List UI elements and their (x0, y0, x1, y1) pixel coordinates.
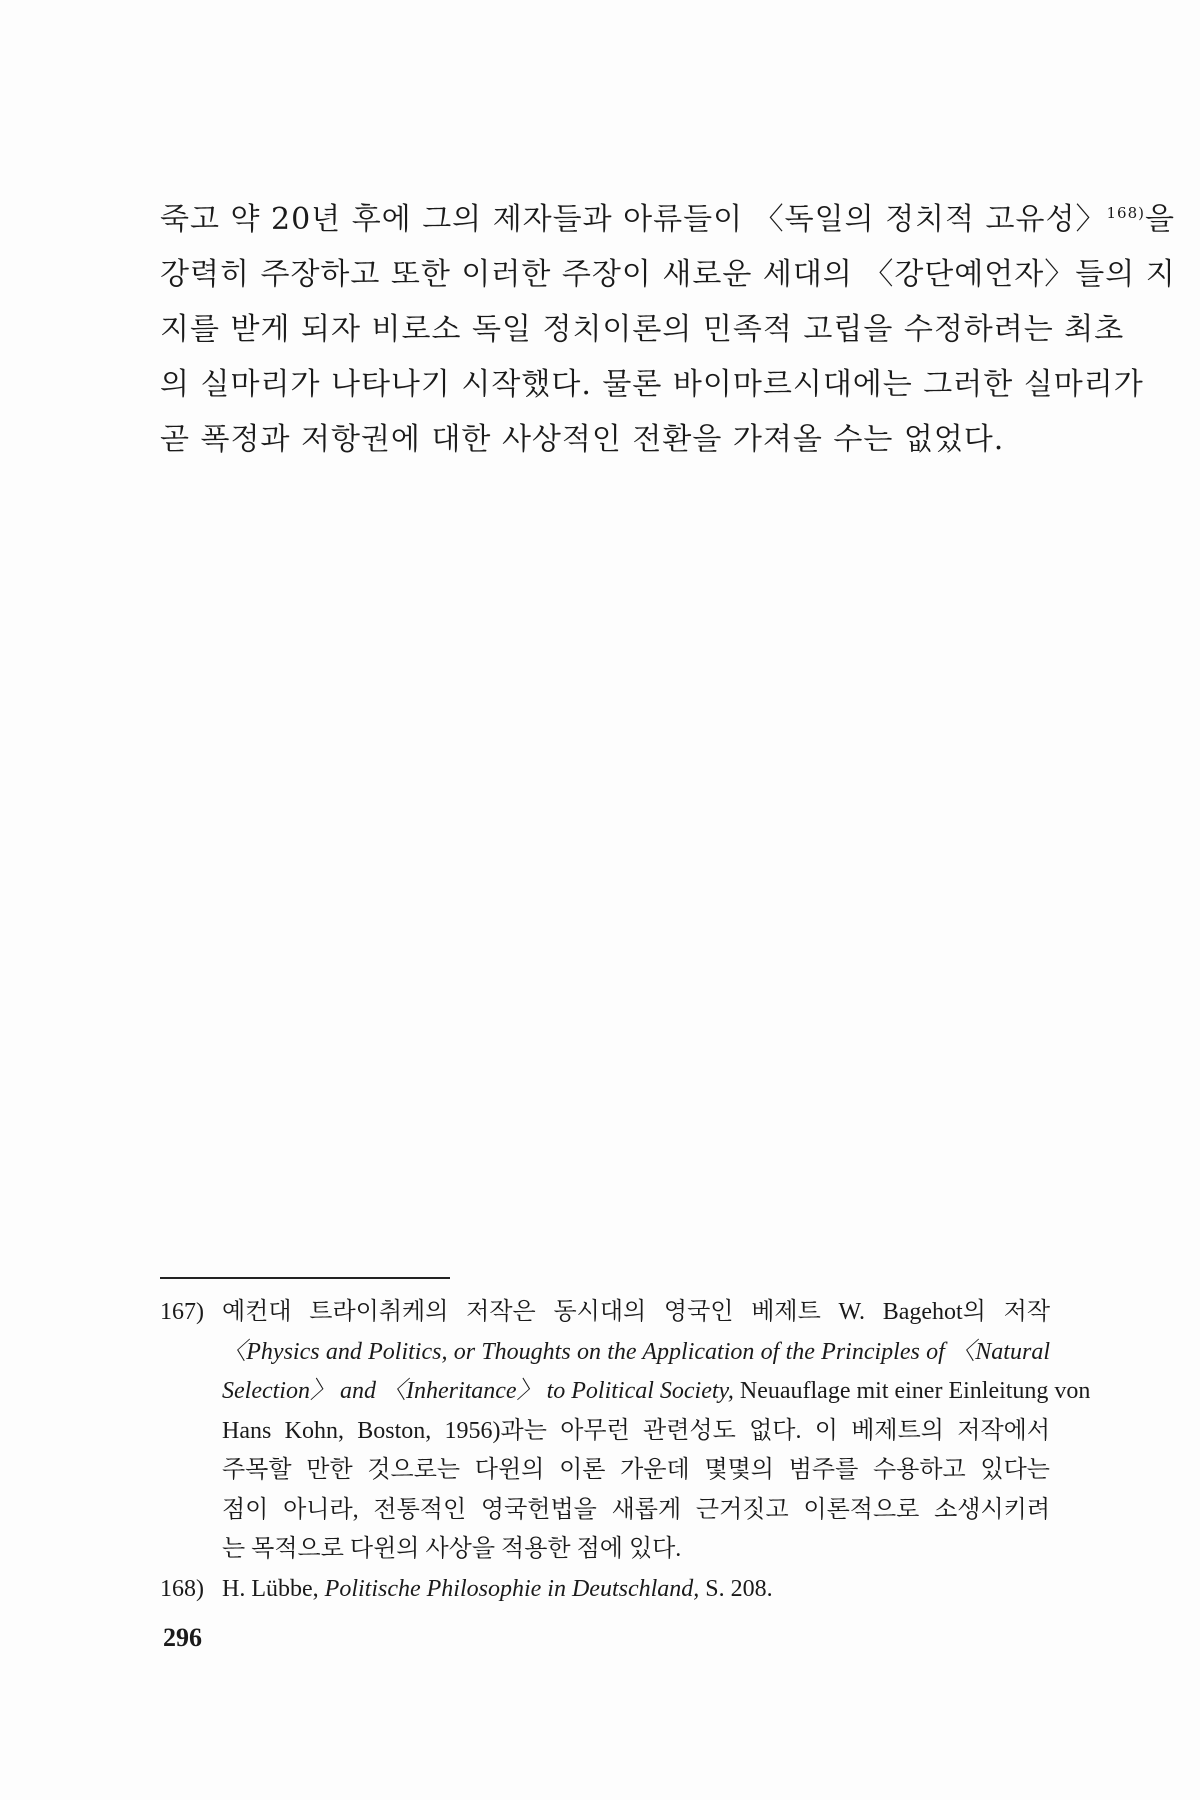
paragraph-line: 지를 받게 되자 비로소 독일 정치이론의 민족적 고립을 수정하려는 최초 (160, 312, 1125, 347)
line-text-tail: 을 (1144, 202, 1175, 237)
footnote-line: 예컨대 트라이취케의 저작은 동시대의 영국인 베제트 W. Bagehot의 저작 (222, 1299, 1050, 1325)
footnote-line (222, 1372, 1091, 1412)
paragraph-line (160, 192, 1175, 247)
paragraph-line: 강력히 주장하고 또한 이러한 주장이 새로운 세대의 〈강단예언자〉들의 지 (160, 257, 1176, 292)
footnote-number: 168) (160, 1575, 204, 1602)
footnotes-section (160, 1293, 1091, 1609)
footnote-line: 점이 아니라, 전통적인 영국헌법을 새롭게 근거짓고 이론적으로 소생시키려 (222, 1496, 1050, 1523)
footnote-body (160, 1570, 1050, 1610)
footnote-line: Hans Kohn, Boston, 1956)과는 아무런 관련성도 없다. 이 베제트의 저작에서 (222, 1417, 1050, 1444)
paragraph-line: 의 실마리가 나타나기 시작했다. 물론 바이마르시대에는 그러한 실마리가 (160, 367, 1144, 402)
footnote-line: 는 목적으로 다윈의 사상을 적용한 점에 있다. (222, 1536, 682, 1562)
footnote-line: 〈Physics and Politics, or Thoughts on the Application of the Principles of 〈Natural (222, 1338, 1050, 1365)
page-number: 296 (163, 1623, 202, 1652)
page-reference: S. 208. (699, 1575, 773, 1602)
footnote-text: Neuauflage mit einer Einleitung von (733, 1378, 1091, 1404)
book-title: Politische Philosophie in Deutschland, (324, 1575, 700, 1602)
footnote-line: 주목할 만한 것으로는 다윈의 이론 가운데 몇몇의 범주를 수용하고 있다는 (222, 1457, 1050, 1483)
author-name: H. Lübbe, (222, 1575, 319, 1602)
footnote-ref-168: 168) (1106, 204, 1145, 222)
footnote-number: 167) (160, 1299, 204, 1325)
paragraph-line: 곧 폭정과 저항권에 대한 사상적인 전환을 가져올 수는 없었다. (160, 422, 1005, 457)
footnote-line (222, 1570, 1050, 1610)
line-text: 죽고 약 20년 후에 그의 제자들과 아류들이 〈독일의 정치적 고유성〉 (160, 202, 1107, 237)
footnote-168 (160, 1570, 1050, 1610)
book-title: Selection〉 and 〈Inheritance〉 to Political Society, (222, 1378, 734, 1404)
main-paragraph (160, 192, 1176, 467)
footnote-body (160, 1293, 1091, 1570)
footnote-separator (160, 1277, 450, 1279)
footnote-167 (160, 1293, 1091, 1570)
